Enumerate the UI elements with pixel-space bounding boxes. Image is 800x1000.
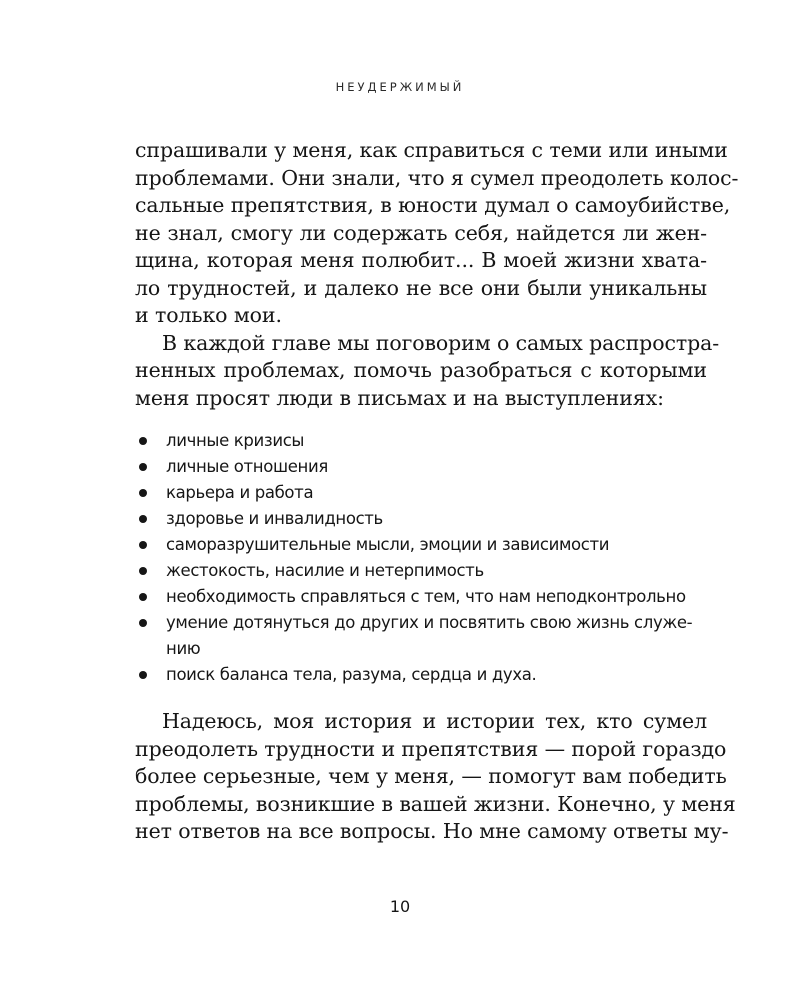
bullet-icon	[139, 619, 147, 627]
text-line: преодолеть трудности и препятствия — порой гораздо	[135, 736, 727, 761]
bullet-icon	[139, 671, 147, 679]
list-item	[135, 662, 707, 688]
list-item-text: саморазрушительные мысли, эмоции и зависимости	[166, 535, 610, 554]
running-head: НЕУДЕРЖИМЫЙ	[335, 80, 465, 94]
list-item	[135, 584, 707, 610]
text-line: сальные препятствия, в юности думал о самоубийстве,	[135, 193, 731, 217]
text-line: Надеюсь, моя история и истории тех, кто сумел	[162, 709, 707, 733]
list-item	[135, 480, 707, 506]
bullet-icon	[139, 567, 147, 575]
list-item	[135, 506, 707, 532]
paragraph-2	[135, 330, 720, 413]
list-item	[135, 532, 707, 558]
text-line: ло трудностей, и далеко не все они были уникальны	[135, 275, 707, 300]
bullet-icon	[139, 437, 147, 445]
bullet-icon	[139, 541, 147, 549]
text-line: В каждой главе мы поговорим о самых распростра-	[162, 330, 720, 355]
text-line: спрашивали у меня, как справиться с теми или иными	[135, 138, 728, 162]
list-item	[135, 454, 707, 480]
text-line: проблемами. Они знали, что я сумел преодолеть колос-	[135, 165, 739, 190]
page-number: 10	[389, 897, 411, 916]
list-item-text: жестокость, насилие и нетерпимость	[166, 561, 484, 580]
list-item-text: необходимость справляться с тем, что нам неподконтрольно	[166, 587, 686, 606]
list-item-text: умение дотянуться до других и посвятить свою жизнь служе-	[166, 613, 693, 632]
text-line: ненных проблемах, помочь разобраться с которыми	[135, 358, 707, 382]
body-text	[135, 137, 739, 846]
list-item-text: нию	[166, 639, 201, 658]
list-item-text: поиск баланса тела, разума, сердца и духа.	[166, 665, 537, 684]
bullet-list	[135, 428, 707, 688]
text-line: меня просят люди в письмах и на выступлениях:	[135, 385, 664, 410]
list-item	[135, 610, 707, 662]
list-item	[135, 558, 707, 584]
text-line: нет ответов на все вопросы. Но мне самому ответы му-	[135, 819, 729, 843]
list-item-text: личные кризисы	[166, 431, 305, 450]
list-item-text: здоровье и инвалидность	[166, 509, 383, 528]
list-item-text: карьера и работа	[166, 483, 314, 502]
paragraph-3	[135, 708, 736, 846]
text-line: и только мои.	[135, 303, 282, 327]
text-line: не знал, смогу ли содержать себя, найдется ли жен-	[135, 220, 707, 245]
bullet-icon	[139, 593, 147, 601]
bullet-icon	[139, 489, 147, 497]
list-item-text: личные отношения	[166, 457, 328, 476]
bullet-icon	[139, 515, 147, 523]
text-line: щина, которая меня полюбит... В моей жизни хвата-	[135, 248, 707, 272]
text-line: более серьезные, чем у меня, — помогут вам победить	[135, 764, 727, 788]
paragraph-1	[135, 137, 739, 330]
bullet-icon	[139, 463, 147, 471]
text-line: проблемы, возникшие в вашей жизни. Конечно, у меня	[135, 791, 736, 816]
list-item	[135, 428, 707, 454]
